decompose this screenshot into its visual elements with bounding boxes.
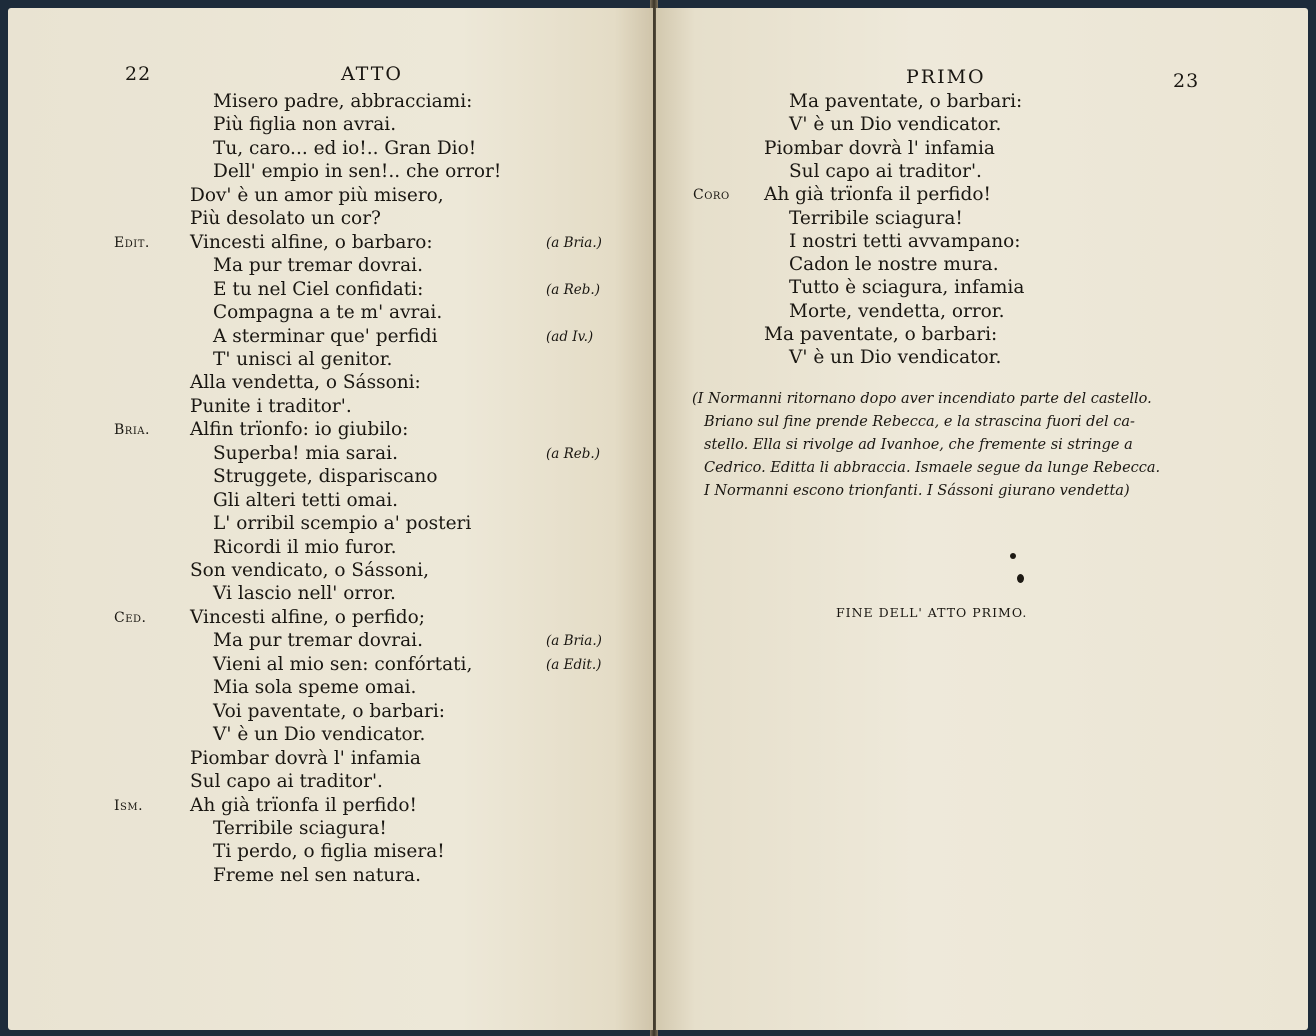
verse-line: Vieni al mio sen: confórtati,: [213, 653, 473, 675]
verse-line: Struggete, dispariscano: [213, 466, 438, 488]
verse-line: V' è un Dio vendicator.: [789, 114, 1002, 136]
verse-line: V' è un Dio vendicator.: [213, 724, 426, 746]
stage-direction-line: I Normanni escono trionfanti. I Sássoni giurano vendetta): [704, 483, 1130, 499]
ornament-dot: [1017, 574, 1024, 583]
verse-line: Ah già trïonfa il perfido!: [764, 184, 991, 206]
verse-line: L' orribil scempio a' posteri: [213, 513, 472, 535]
stage-cue: (ad Iv.): [546, 328, 594, 345]
verse-line: Cadon le nostre mura.: [789, 254, 999, 276]
verse-line: Vincesti alfine, o perfido;: [190, 606, 426, 628]
page-number: 22: [125, 63, 152, 85]
stage-direction-line: Cedrico. Editta li abbraccia. Ismaele segue da lunge Rebecca.: [704, 460, 1161, 476]
verse-line: Sul capo ai traditor'.: [789, 160, 982, 182]
verse-line: Terribile sciagura!: [213, 817, 387, 839]
verse-line: Vi lascio nell' orror.: [213, 583, 396, 605]
speaker-name: Ism.: [114, 797, 144, 814]
page-number: 23: [1173, 70, 1200, 92]
stage-cue: (a Reb.): [546, 445, 600, 462]
end-of-act: FINE DELL' ATTO PRIMO.: [836, 605, 1028, 620]
verse-line: Alla vendetta, o Sássoni:: [190, 372, 421, 394]
verse-line: Son vendicato, o Sássoni,: [190, 560, 429, 581]
ornament-dot: [1010, 553, 1016, 559]
stage-direction-line: (I Normanni ritornano dopo aver incendiato parte del castello.: [692, 391, 1152, 407]
verse-line: Piombar dovrà l' infamia: [764, 137, 995, 159]
stage-cue: (a Bria.): [546, 633, 602, 650]
verse-line: Piombar dovrà l' infamia: [190, 747, 421, 769]
speaker-name: Edit.: [114, 234, 150, 251]
verse-line: I nostri tetti avvampano:: [789, 230, 1021, 252]
stage-cue: (a Reb.): [546, 281, 600, 298]
verse-line: Vincesti alfine, o barbaro:: [190, 231, 433, 253]
verse-line: Misero padre, abbracciami:: [213, 91, 473, 112]
verse-line: Ricordi il mio furor.: [213, 536, 397, 558]
speaker-name: Ced.: [114, 609, 147, 626]
verse-line: Alfin trïonfo: io giubilo:: [190, 419, 409, 441]
verse-line: E tu nel Ciel confidati:: [213, 278, 424, 300]
verse-line: Punite i traditor'.: [190, 395, 352, 417]
verse-line: Tu, caro... ed io!.. Gran Dio!: [213, 137, 477, 159]
verse-line: Terribile sciagura!: [789, 207, 963, 229]
stage-cue: (a Edit.): [546, 656, 602, 673]
stage-cue: (a Bria.): [546, 234, 602, 251]
verse-line: Ma paventate, o barbari:: [764, 324, 998, 345]
verse-line: Più figlia non avrai.: [213, 114, 397, 136]
running-head: PRIMO: [906, 66, 986, 88]
left-page: [8, 8, 653, 1030]
stage-direction-line: stello. Ella si rivolge ad Ivanhoe, che fremente si stringe a: [704, 437, 1133, 453]
verse-line: Tutto è sciagura, infamia: [789, 277, 1025, 299]
verse-line: Mia sola speme omai.: [213, 677, 417, 699]
verse-line: Compagna a te m' avrai.: [213, 302, 443, 324]
verse-line: Freme nel sen natura.: [213, 864, 421, 886]
verse-line: Superba! mia sarai.: [213, 442, 398, 464]
verse-line: Ma pur tremar dovrai.: [213, 630, 423, 652]
running-head: ATTO: [341, 63, 403, 85]
verse-line: A sterminar que' perfidi: [213, 325, 438, 347]
verse-line: Morte, vendetta, orror.: [789, 300, 1005, 322]
verse-line: Sul capo ai traditor'.: [190, 771, 383, 793]
verse-line: Ma pur tremar dovrai.: [213, 255, 423, 277]
speaker-name: Coro: [693, 187, 730, 204]
verse-line: Ma paventate, o barbari:: [789, 91, 1023, 112]
speaker-name: Bria.: [114, 422, 150, 439]
verse-line: Ah già trïonfa il perfido!: [190, 794, 417, 816]
verse-line: Dell' empio in sen!.. che orror!: [213, 161, 502, 183]
verse-line: V' è un Dio vendicator.: [789, 347, 1002, 369]
verse-line: Più desolato un cor?: [190, 208, 381, 230]
verse-line: T' unisci al genitor.: [213, 348, 393, 370]
verse-line: Voi paventate, o barbari:: [213, 700, 445, 722]
verse-line: Gli alteri tetti omai.: [213, 489, 399, 511]
stage-direction-line: Briano sul fine prende Rebecca, e la strascina fuori del ca-: [704, 414, 1135, 430]
verse-line: Dov' è un amor più misero,: [190, 184, 444, 206]
right-page: [656, 8, 1308, 1030]
verse-line: Ti perdo, o figlia misera!: [213, 841, 445, 863]
